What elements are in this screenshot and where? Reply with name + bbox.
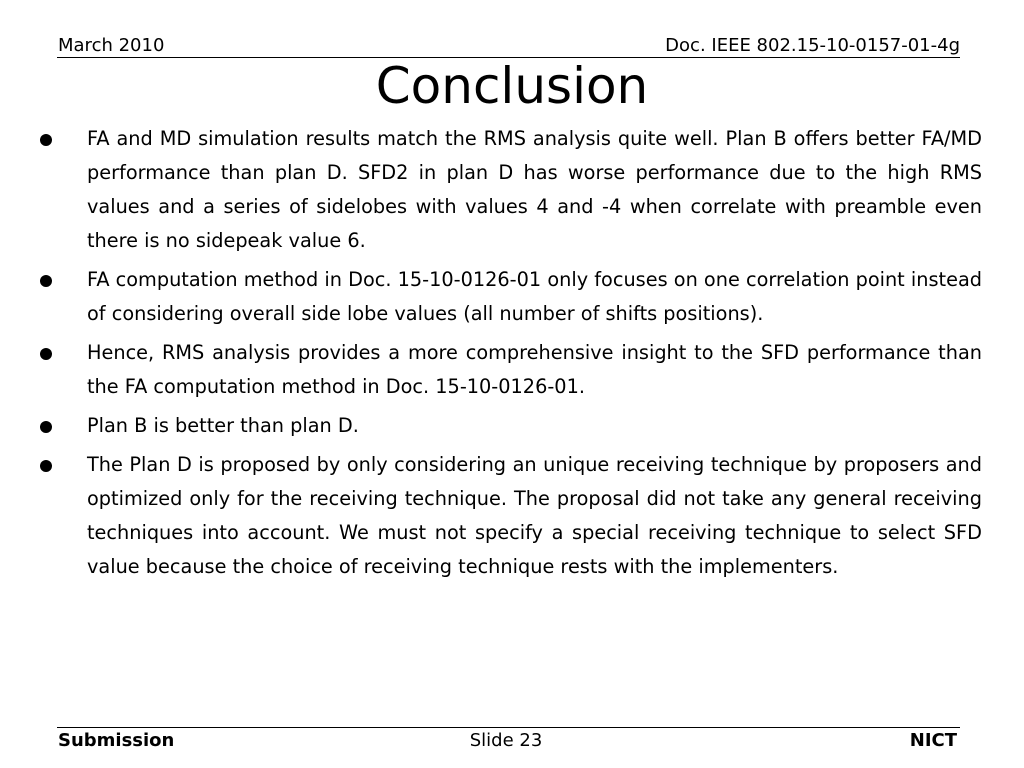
bullet-item bbox=[40, 336, 982, 404]
slide-title: Conclusion bbox=[375, 57, 649, 115]
bullet-text: Plan B is better than plan D. bbox=[87, 414, 359, 437]
bullet-item bbox=[40, 263, 982, 331]
bullet-item bbox=[40, 409, 982, 443]
bullet-dot-icon bbox=[40, 421, 52, 433]
bullet-dot-icon bbox=[40, 348, 52, 360]
bullet-dot-icon bbox=[40, 275, 52, 287]
bullet-text: The Plan D is proposed by only considering an unique receiving technique by proposers and optimized only for the receiving technique. The proposal did not take any general receiving techniques into account. We must not specify a special receiving technique to select SFD value because the choice of receiving technique rests with the implementers. bbox=[87, 453, 982, 578]
footer-submission: Submission bbox=[58, 730, 175, 751]
bullet-item bbox=[40, 448, 982, 584]
bullet-text: FA computation method in Doc. 15-10-0126-01 only focuses on one correlation point instead of considering overall side lobe values (all number of shifts positions). bbox=[87, 268, 982, 325]
bullet-item bbox=[40, 122, 982, 258]
header-doc-id: Doc. IEEE 802.15-10-0157-01-4g bbox=[665, 35, 960, 56]
bullet-text: Hence, RMS analysis provides a more comprehensive insight to the SFD performance than the FA computation method in Doc. 15-10-0126-01. bbox=[87, 341, 982, 398]
footer-slide-number: Slide 23 bbox=[469, 730, 543, 751]
bullet-text: FA and MD simulation results match the RMS analysis quite well. Plan B offers better FA/MD performance than plan D. SFD2 in plan D has worse performance due to the high RMS values and a series of sidelobes with values 4 and -4 when correlate with preamble even there is no sidepeak value 6. bbox=[87, 127, 982, 252]
bullet-dot-icon bbox=[40, 134, 52, 146]
header-date: March 2010 bbox=[58, 35, 165, 56]
bullet-list bbox=[40, 122, 982, 589]
bullet-dot-icon bbox=[40, 460, 52, 472]
footer-rule bbox=[57, 727, 960, 728]
footer-org: NICT bbox=[909, 730, 957, 751]
